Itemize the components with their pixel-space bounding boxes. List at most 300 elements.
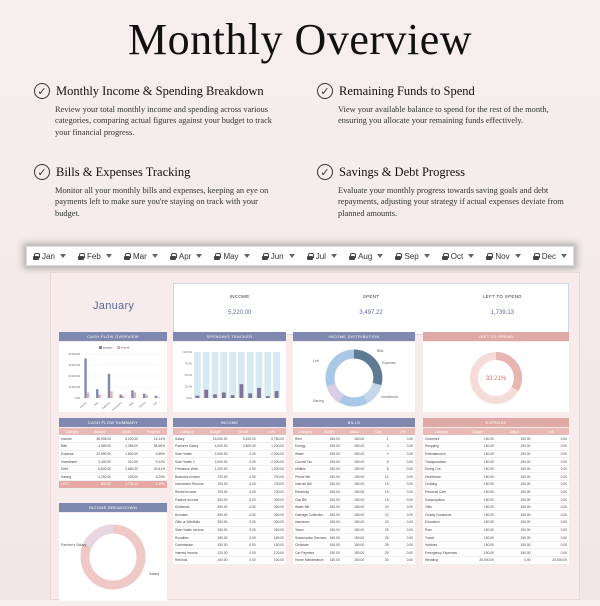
table-row <box>59 435 167 443</box>
donut-segment-saving <box>331 385 341 399</box>
lock-icon <box>307 253 313 260</box>
x-tick-label: Investment <box>111 401 123 412</box>
table-cell: Garbage Collection <box>295 512 324 517</box>
bar-spent <box>257 388 261 398</box>
table-cell: Car Payment <box>293 549 317 557</box>
month-tab-jan[interactable] <box>33 252 66 261</box>
table-cell: 36,905.00 <box>86 435 113 443</box>
cashflow-summary-header: CASH FLOW SUMMARY <box>59 418 167 427</box>
bar-budget <box>212 352 219 398</box>
month-tab-label: Mar <box>132 251 147 261</box>
table-cell: 120.00 <box>258 549 286 557</box>
table-cell: 8 <box>366 465 390 473</box>
table-cell: 0.00 <box>391 496 415 504</box>
table-cell: 150.00 <box>342 488 366 496</box>
table-cell: 4 <box>366 450 390 458</box>
bar-spent <box>275 391 279 398</box>
table-cell: 150.00 <box>460 526 497 534</box>
table-cell: 150.00 <box>496 511 533 519</box>
table-row <box>293 465 415 473</box>
income-table <box>173 428 286 565</box>
x-tick-label: Expense <box>101 401 111 411</box>
bar-budget <box>264 352 271 398</box>
table-cell: 150.00 <box>496 435 533 443</box>
table-cell: 0.00 <box>391 473 415 481</box>
month-title: January <box>93 300 135 312</box>
table-row <box>173 496 286 504</box>
table-row <box>173 443 286 451</box>
table-cell: 0.00 <box>533 541 570 549</box>
table-cell: 0.00 <box>391 443 415 451</box>
table-cell: 150.00 <box>496 450 533 458</box>
table-cell: 700.00 <box>201 481 229 489</box>
y-tick-label: 100.0% <box>183 351 192 354</box>
table-cell: LEFT <box>59 481 86 489</box>
month-tab-nov[interactable] <box>486 252 520 261</box>
table-cell: 150.00 <box>317 450 341 458</box>
table-cell: 0.00 <box>230 450 258 458</box>
feature-savings-debt <box>317 164 572 219</box>
lock-icon <box>533 253 539 260</box>
table-cell: Home Maintenance <box>295 558 324 563</box>
table-cell: 2,000.00 <box>201 458 229 466</box>
y-tick-label: 75.0% <box>184 362 192 366</box>
table-row <box>293 526 415 534</box>
table-cell: 0.00 <box>533 443 570 451</box>
table-row <box>423 541 569 549</box>
table-cell: 150.00 <box>460 488 497 496</box>
table-cell: 6,600.00 <box>86 465 113 473</box>
table-cell: 0.00 <box>533 549 570 557</box>
table-cell: 150.00 <box>460 519 497 527</box>
table-cell: 5,220.00 <box>230 435 258 443</box>
x-tick-label: Debt <box>128 401 135 408</box>
column-header: Day <box>366 428 390 435</box>
summary-income <box>174 284 305 334</box>
table-cell: 1,200.00 <box>201 465 229 473</box>
column-header: Progress <box>140 428 167 435</box>
table-row <box>59 473 167 481</box>
table-row <box>173 526 286 534</box>
table-cell: Water Bill <box>293 503 317 511</box>
table-row <box>423 473 569 481</box>
y-tick-label: 0.0% <box>186 397 192 400</box>
income-breakdown-donut <box>59 513 167 601</box>
table-row <box>173 450 286 458</box>
table-cell: Energy <box>293 443 317 451</box>
income-distribution-chart <box>293 342 415 412</box>
bar-spent <box>213 394 217 398</box>
month-tab-jul[interactable] <box>307 252 337 261</box>
table-cell: 0.00 <box>230 488 258 496</box>
summary-left <box>437 284 568 334</box>
bar-budget <box>155 396 157 398</box>
table-cell: 0.00 <box>391 435 415 443</box>
income-breakdown-chart <box>59 513 167 601</box>
table-cell: 250.00 <box>258 526 286 534</box>
table-cell: 18 <box>366 496 390 504</box>
check-circle-icon: ✓ <box>34 164 50 180</box>
table-cell: 150.00 <box>342 481 366 489</box>
table-cell: Shopping <box>423 443 460 451</box>
table-cell: Expense <box>59 450 86 458</box>
table-row <box>293 435 415 443</box>
table-cell: Side Hustle Income <box>175 527 204 532</box>
table-cell: 0.00 <box>533 458 570 466</box>
table-cell: 0.00 <box>391 526 415 534</box>
cashflow-bar-chart <box>59 342 167 412</box>
month-tab-mar[interactable] <box>124 252 158 261</box>
table-cell: 150.00 <box>317 511 341 519</box>
legend-label: Actual <box>121 345 130 350</box>
table-cell: 250.00 <box>201 526 229 534</box>
table-row <box>423 526 569 534</box>
column-header: Actual <box>113 428 140 435</box>
table-cell: 5.29% <box>140 473 167 481</box>
table-cell: 150.00 <box>342 557 366 565</box>
table-cell: 0.00 <box>391 549 415 557</box>
table-row <box>293 503 415 511</box>
table-cell: Utilities <box>293 465 317 473</box>
table-cell: 15 <box>366 481 390 489</box>
table-row <box>293 481 415 489</box>
table-cell: 5 <box>366 458 390 466</box>
bills-header: BILLS <box>293 418 415 427</box>
table-cell: 20,000.00 <box>533 557 570 565</box>
table-cell: 300.00 <box>201 496 229 504</box>
column-header: Actual <box>342 428 366 435</box>
table-cell: 24 <box>366 519 390 527</box>
table-cell: 150.00 <box>460 511 497 519</box>
table-cell: 25 <box>366 526 390 534</box>
table-cell: Gifts or Windfalls <box>175 520 200 525</box>
y-tick-label: 40,000.00 <box>68 353 80 356</box>
y-tick-label: 20,000.00 <box>68 375 80 378</box>
check-circle-icon: ✓ <box>34 83 50 99</box>
table-cell: 310.00 <box>113 458 140 466</box>
column-header: Category <box>173 428 201 435</box>
table-cell: Personal Care <box>423 488 460 496</box>
table-cell: 0.00 <box>533 488 570 496</box>
table-cell: 0.00 <box>391 458 415 466</box>
table-row <box>423 450 569 458</box>
lock-icon <box>349 253 355 260</box>
column-header: Actual <box>496 428 533 435</box>
table-cell: Internet Bill <box>293 481 317 489</box>
table-cell: 150.00 <box>496 458 533 466</box>
table-cell: 150.00 <box>317 534 341 542</box>
table-cell: 150.00 <box>460 541 497 549</box>
table-cell: 150.00 <box>317 465 341 473</box>
table-cell: 700.00 <box>201 473 229 481</box>
table-cell: 150.00 <box>317 488 341 496</box>
bar-budget <box>96 389 98 398</box>
month-tab-label: Aug <box>358 251 373 261</box>
table-cell: 150.00 <box>317 503 341 511</box>
table-cell: 40.61% <box>140 465 167 473</box>
table-cell: 150.00 <box>496 503 533 511</box>
caret-down-icon <box>424 254 430 258</box>
summary-value: 3,497.22 <box>359 310 383 316</box>
month-tab-label: Feb <box>87 251 101 261</box>
table-cell: 0.00 <box>230 557 258 565</box>
table-cell: 0.00 <box>230 458 258 466</box>
table-row <box>293 534 415 542</box>
table-row <box>173 435 286 443</box>
y-tick-label: 30,000.00 <box>68 364 80 367</box>
column-header: Left <box>533 428 570 435</box>
table-cell: 150.00 <box>317 541 341 549</box>
month-tab-aug[interactable] <box>349 252 383 261</box>
table-cell: Electricity <box>293 488 317 496</box>
table-cell: 4,250.00 <box>86 473 113 481</box>
table-cell: 22,990.00 <box>86 450 113 458</box>
legend-swatch-actual <box>117 346 120 349</box>
table-row <box>423 488 569 496</box>
table-cell: 0.00 <box>533 519 570 527</box>
feature-desc: Evaluate your monthly progress towards saving goals and debt repayments, adjusting your strategy if actual expenses deviate from planned amounts. <box>338 186 564 218</box>
table-cell: 0.00 <box>496 557 533 565</box>
table-row <box>423 557 569 565</box>
table-cell: 0.00 <box>533 450 570 458</box>
table-cell: 150.00 <box>460 496 497 504</box>
income-header: INCOME <box>173 418 286 427</box>
table-cell: 150.00 <box>317 481 341 489</box>
table-cell: 150.00 <box>317 519 341 527</box>
table-cell: 150.00 <box>496 473 533 481</box>
table-cell: Clothing <box>423 481 460 489</box>
summary-value: 5,220.00 <box>227 310 252 316</box>
legend-label: Budget <box>103 345 113 350</box>
table-cell: 6.96% <box>140 450 167 458</box>
month-tab-feb[interactable] <box>78 252 112 261</box>
table-row <box>293 557 415 565</box>
summary-value: 1,739.13 <box>490 310 514 316</box>
table-cell: Income <box>59 435 86 443</box>
month-tab-label: Jul <box>315 251 326 261</box>
table-cell: Subscription Services <box>295 535 327 540</box>
cashflow-summary-table <box>59 428 167 489</box>
table-cell: 100.00 <box>258 557 286 565</box>
donut-segment-expense <box>354 354 378 384</box>
bar-actual <box>110 391 112 398</box>
table-cell: 0.00 <box>533 511 570 519</box>
table-cell: 150.00 <box>496 465 533 473</box>
table-cell: 2,680.00 <box>113 465 140 473</box>
table-cell: 150.00 <box>342 511 366 519</box>
lock-icon <box>486 253 492 260</box>
table-row <box>423 481 569 489</box>
month-tab-apr[interactable] <box>170 252 202 261</box>
bills-table <box>293 428 415 565</box>
feature-desc: Review your total monthly income and spending across various categories, comparing actual figures against your budget to track your financial progress. <box>55 105 272 137</box>
table-cell: Rent <box>293 435 317 443</box>
table-row <box>173 534 286 542</box>
table-cell: 15,000.00 <box>201 435 229 443</box>
table-cell: 700.00 <box>201 488 229 496</box>
bar-spent <box>266 396 270 398</box>
lock-icon <box>395 253 401 260</box>
table-cell: 180.00 <box>258 534 286 542</box>
table-cell: 14.14% <box>140 435 167 443</box>
month-tab-oct[interactable] <box>442 252 474 261</box>
table-cell: 0.00 <box>533 526 570 534</box>
table-cell: 15 <box>366 488 390 496</box>
table-cell: 0.00 <box>533 534 570 542</box>
table-cell: Travel <box>423 534 460 542</box>
table-cell: 150.00 <box>496 541 533 549</box>
lock-icon <box>78 253 84 260</box>
column-header: Budget <box>317 428 341 435</box>
donut-label: Left <box>313 359 319 363</box>
cashflow-overview-chart <box>59 342 167 412</box>
table-cell: 0.00 <box>391 465 415 473</box>
table-cell: Subscriptions <box>423 496 460 504</box>
bar-spent <box>231 395 235 398</box>
month-tab-sep[interactable] <box>395 252 429 261</box>
bar-budget <box>84 358 86 398</box>
table-cell: 150.00 <box>342 526 366 534</box>
legend-swatch-budget <box>99 346 102 349</box>
month-tab-jun[interactable] <box>262 252 295 261</box>
table-row <box>173 473 286 481</box>
table-cell: Bonuses <box>173 511 201 519</box>
table-cell: 150.00 <box>342 450 366 458</box>
caret-down-icon <box>289 254 295 258</box>
x-tick-label: Income <box>79 401 88 410</box>
table-row <box>173 541 286 549</box>
table-row <box>173 458 286 466</box>
table-cell: 3,400.00 <box>86 458 113 466</box>
table-cell: 150.00 <box>460 473 497 481</box>
table-row <box>293 519 415 527</box>
table-cell: Emergency Expenses <box>423 549 460 557</box>
bar-actual <box>99 395 101 398</box>
month-tab-label: May <box>223 251 239 261</box>
table-cell: Partner's Salary <box>173 443 201 451</box>
table-cell: 5,220.00 <box>113 435 140 443</box>
table-cell: Phone Bill <box>293 473 317 481</box>
caret-down-icon <box>152 254 158 258</box>
table-cell: Transportation <box>423 458 460 466</box>
table-cell: Entertainment <box>423 450 460 458</box>
table-cell: Pets <box>423 526 460 534</box>
table-cell: Charity Donations <box>423 511 460 519</box>
feature-title: Monthly Income & Spending Breakdown <box>56 83 264 98</box>
lock-icon <box>262 253 268 260</box>
table-row <box>59 458 167 466</box>
table-cell: Commission <box>173 541 201 549</box>
table-cell: Water <box>293 450 317 458</box>
bar-budget <box>120 395 122 398</box>
table-cell: 150.00 <box>460 450 497 458</box>
caret-down-icon <box>60 254 66 258</box>
month-tab-label: Sep <box>404 251 419 261</box>
caret-down-icon <box>331 254 337 258</box>
donut-label: Partner's Salary <box>61 543 87 547</box>
table-cell: 150.00 <box>496 549 533 557</box>
table-cell: 150.00 <box>342 503 366 511</box>
table-row <box>293 541 415 549</box>
bar-spent <box>222 392 226 398</box>
income-donut-chart <box>293 342 415 412</box>
lock-icon <box>124 253 130 260</box>
page-title: Monthly Overview <box>127 15 473 64</box>
table-cell: 150.00 <box>317 526 341 534</box>
table-cell: 300.00 <box>258 519 286 527</box>
month-tab-label: Jun <box>270 251 284 261</box>
y-tick-label: 10,000.00 <box>68 386 80 389</box>
table-cell: 150.00 <box>317 473 341 481</box>
table-cell: 150.00 <box>460 549 497 557</box>
bar-spent <box>196 396 200 398</box>
bar-budget <box>131 390 133 398</box>
table-row <box>423 435 569 443</box>
table-cell: 300.00 <box>258 511 286 519</box>
table-row <box>293 488 415 496</box>
summary-label: INCOME <box>229 294 250 299</box>
table-cell: 0.00 <box>391 557 415 565</box>
table-cell: 0.00 <box>230 511 258 519</box>
column-header: Budget <box>201 428 229 435</box>
income-distribution-header: INCOME DISTRIBUTION <box>293 332 415 341</box>
table-cell: 150.00 <box>496 443 533 451</box>
table-cell: Saving <box>59 473 86 481</box>
table-cell: 0.00 <box>391 541 415 549</box>
table-cell: Rental Income <box>173 488 201 496</box>
month-tab-dec[interactable] <box>533 252 567 261</box>
table-cell: Dividends <box>173 503 201 511</box>
month-tab-may[interactable] <box>214 252 249 261</box>
bar-spent <box>248 393 252 398</box>
table-cell: 300.00 <box>258 503 286 511</box>
expense-header: EXPENSE <box>423 418 569 427</box>
donut-segment-investment <box>365 384 377 399</box>
lock-icon <box>442 253 448 260</box>
table-cell: 1,200.00 <box>258 443 286 451</box>
table-cell: 0.00 <box>230 473 258 481</box>
table-cell: 150.00 <box>317 435 341 443</box>
table-cell: 1,200.00 <box>258 465 286 473</box>
donut-label: Expense <box>382 361 396 365</box>
feature-bills-expenses <box>34 164 284 219</box>
donut-label: Bills <box>377 349 384 353</box>
table-cell: 9,780.00 <box>258 435 286 443</box>
table-row <box>423 496 569 504</box>
table-row <box>59 450 167 458</box>
feature-desc: Monitor all your monthly bills and expenses, keeping an eye on payments left to make sure you're staying on track with your budget. <box>55 186 269 218</box>
summary-spent <box>305 284 436 334</box>
column-header: Left <box>391 428 415 435</box>
table-cell: Childcare <box>293 541 317 549</box>
donut-label: Saving <box>313 399 324 403</box>
column-header: Left <box>258 428 286 435</box>
table-cell: 0.00 <box>533 481 570 489</box>
table-row <box>293 549 415 557</box>
table-cell: Royalties <box>173 534 201 542</box>
table-cell: 150.00 <box>317 549 341 557</box>
table-row <box>173 481 286 489</box>
table-cell: Insurance <box>293 519 317 527</box>
table-row <box>293 443 415 451</box>
table-cell: 0.00 <box>533 503 570 511</box>
table-cell: 100.00 <box>201 557 229 565</box>
y-tick-label: 0.00 <box>74 397 80 400</box>
bar-budget <box>229 352 236 398</box>
bar-actual <box>157 397 159 398</box>
bar-actual <box>122 396 124 398</box>
table-cell: Business Income <box>175 474 201 479</box>
